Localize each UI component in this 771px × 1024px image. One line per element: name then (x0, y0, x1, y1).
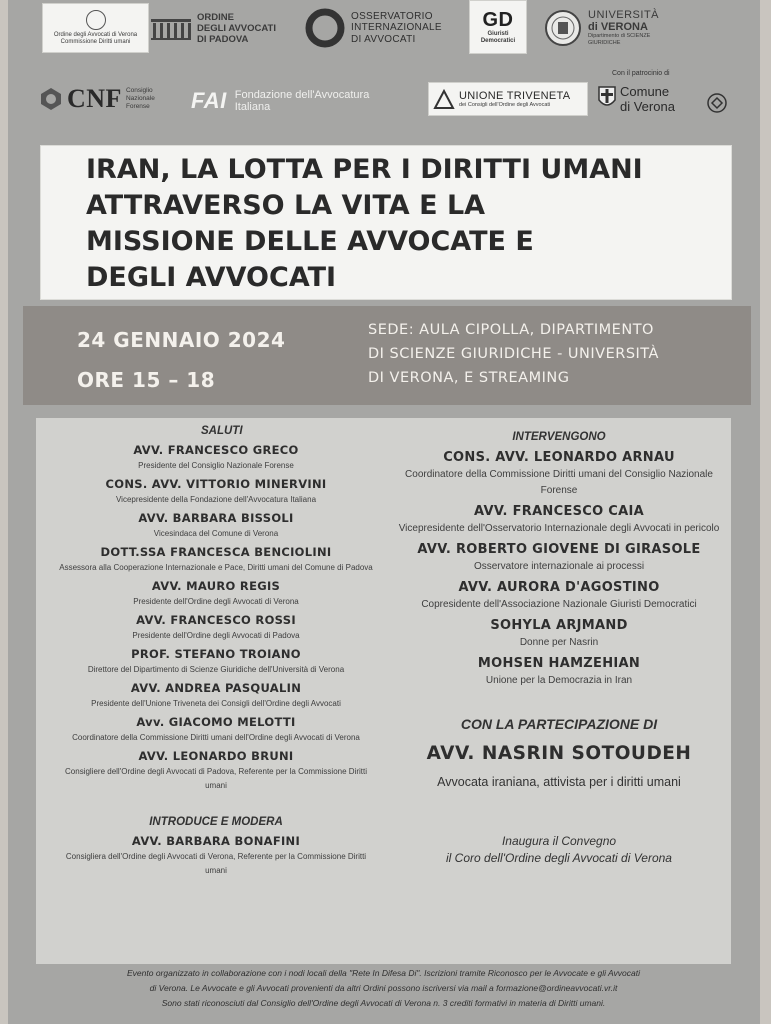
speaker (56, 748, 376, 793)
speaker-name: AVV. LEONARDO BRUNI (138, 749, 294, 763)
logo-fai (191, 85, 431, 117)
coat-of-arms-icon (598, 84, 616, 110)
speaker-role: Copresidente dell'Associazione Nazionale Giuristi Democratici (421, 599, 697, 610)
speaker-name: AVV. BARBARA BISSOLI (138, 511, 294, 525)
speaker (56, 510, 376, 541)
triangle-icon (433, 89, 455, 109)
logo-ordine-verona (42, 3, 149, 53)
speaker (56, 578, 376, 609)
speaker-name: AVV. FRANCESCO CAIA (473, 504, 645, 519)
moderator-name: AVV. BARBARA BONAFINI (131, 834, 301, 848)
footer-notes (36, 966, 731, 1011)
emblem-icon (38, 86, 64, 112)
badge-icon (706, 92, 728, 114)
speaker (56, 442, 376, 473)
speaker-role: Vicepresidente dell'Osservatorio Internazionale degli Avvocati in pericolo (398, 523, 720, 534)
title-line-3: MISSIONE DELLE AVVOCATE E (86, 226, 534, 257)
logo-comune-verona (598, 70, 743, 122)
cnf-text: Consiglio Nazionale Forense (125, 87, 155, 110)
speaker-role: Consigliere dell'Ordine degli Avvocati di Padova, Referente per la Commissione Diritti umani (65, 767, 367, 790)
speaker-name: SOHYLA ARJMAND (490, 618, 628, 633)
speaker-name: PROF. STEFANO TROIANO (131, 647, 301, 661)
speaker (56, 680, 376, 711)
partecipazione-block (394, 715, 724, 791)
speaker (56, 612, 376, 643)
event-date: 24 GENNAIO 2024 (77, 328, 286, 352)
unione-line2: dei Consigli dell'Ordine degli Avvocati (459, 101, 551, 108)
speaker-name: AVV. MAURO REGIS (151, 579, 281, 593)
speaker (56, 646, 376, 677)
ring-icon (305, 8, 345, 48)
speaker-name: DOTT.SSA FRANCESCA BENCIOLINI (100, 545, 332, 559)
speaker-role: Assessora alla Cooperazione Internazionale e Pace, Diritti umani del Comune di Padova (59, 563, 373, 572)
logo-ordine-verona-text: Ordine degli Avvocati di Verona Commissione Diritti umani (53, 32, 138, 45)
inaugura-block (394, 833, 724, 867)
title-line-1: IRAN, LA LOTTA PER I DIRITTI UMANI (86, 154, 643, 185)
speaker (56, 476, 376, 507)
patrocinio-label: Con il patrocinio di (612, 70, 670, 77)
sponsor-logos (8, 0, 760, 140)
gd-mark: GD (482, 9, 514, 31)
moderator (56, 833, 376, 878)
intervengono-list (394, 448, 724, 689)
logo-osservatorio (305, 6, 465, 50)
speaker-name: AVV. FRANCESCO ROSSI (136, 613, 296, 627)
comune-line2: di Verona (620, 99, 675, 114)
speaker-name: CONS. AVV. VITTORIO MINERVINI (105, 477, 327, 491)
speaker (394, 578, 724, 613)
speaker (394, 540, 724, 575)
speaker-role: Presidente dell'Unione Triveneta dei Consigli dell'Ordine degli Avvocati (91, 699, 341, 708)
speaker-name: CONS. AVV. LEONARDO ARNAU (443, 450, 675, 465)
program-box (36, 418, 731, 964)
event-venue (368, 318, 738, 390)
fai-text: Fondazione dell'Avvocatura Italiana (234, 89, 370, 113)
date-time (77, 320, 285, 400)
speaker-name: AVV. ROBERTO GIOVENE DI GIRASOLE (417, 542, 701, 557)
speaker-role: Unione per la Democrazia in Iran (485, 675, 633, 686)
date-venue-band (23, 306, 751, 405)
speaker (56, 714, 376, 745)
cnf-mark: CNF (67, 84, 122, 113)
speaker-role: Coordinatore della Commissione Diritti umani del Consiglio Nazionale Forense (405, 469, 713, 496)
seal-icon (86, 10, 106, 30)
saluti-column (56, 424, 376, 881)
intervengono-label: INTERVENGONO (512, 431, 606, 443)
intervengono-column (394, 430, 724, 867)
university-seal-icon (544, 9, 582, 47)
speaker-name: MOHSEN HAMZEHIAN (477, 656, 641, 671)
footer-line-2: di Verona. Le Avvocate e gli Avvocati provenienti da altri Ordini possono iscriversi via mail a formazione@ordineavvocati.vr.it (149, 983, 618, 993)
speaker-role: Donne per Nasrin (519, 637, 599, 648)
guest-name: AVV. NASRIN SOTOUDEH (426, 743, 692, 764)
logo-padova-line1: ORDINE (197, 11, 234, 23)
speaker (394, 502, 724, 537)
logo-univr (544, 6, 694, 50)
speaker-role: Presidente del Consiglio Nazionale Forense (138, 461, 294, 470)
logo-ordine-padova (150, 8, 300, 48)
speaker (394, 654, 724, 689)
speaker-name: AVV. AURORA D'AGOSTINO (458, 580, 660, 595)
venue-line-3: DI VERONA, E STREAMING (368, 370, 570, 386)
saluti-list (56, 442, 376, 793)
title-line-2: ATTRAVERSO LA VITA E LA (86, 190, 486, 221)
speaker-role: Vicesindaca del Comune di Verona (153, 529, 279, 538)
speaker (56, 544, 376, 575)
partecipazione-label: CON LA PARTECIPAZIONE DI (460, 716, 658, 732)
speaker-name: Avv. GIACOMO MELOTTI (136, 715, 296, 729)
speaker-name: AVV. FRANCESCO GRECO (133, 443, 299, 457)
speaker (394, 616, 724, 651)
fai-mark: FAI (191, 88, 227, 113)
speaker-role: Presidente dell'Ordine degli Avvocati di Verona (133, 597, 299, 606)
saluti-label: SALUTI (201, 425, 243, 437)
logo-padova-line3: DI PADOVA (197, 33, 249, 45)
speaker-role: Osservatore internazionale ai processi (473, 561, 645, 572)
inaugura-line-1: Inaugura il Convegno (501, 834, 617, 848)
speaker (394, 448, 724, 499)
unione-line1: UNIONE TRIVENETA (459, 89, 571, 102)
speaker-role: Coordinatore della Commissione Diritti umani dell'Ordine degli Avvocati di Verona (72, 733, 360, 742)
logo-giuristi-democratici (469, 0, 527, 54)
logo-padova-line2: DEGLI AVVOCATI (197, 22, 276, 34)
univr-line2: di VERONA (588, 21, 648, 33)
event-time: ORE 15 – 18 (77, 368, 216, 392)
introduce-label: INTRODUCE E MODERA (149, 816, 283, 828)
title-box (40, 145, 732, 300)
footer-line-3: Sono stati riconosciuti dal Consiglio dell'Ordine degli Avvocati di Verona n. 3 crediti formativi in materia di Diritti umani. (161, 998, 606, 1008)
footer-line-1: Evento organizzato in collaborazione con i nodi locali della "Rete In Difesa Di". Iscrizioni tramite Riconosco per le Avvocate e gli Avvocati (127, 968, 640, 978)
gd-text: Giuristi Democratici (480, 31, 516, 44)
univr-line3: Dipartimento di SCIENZE GIURIDICHE (588, 33, 651, 46)
comune-line1: Comune (620, 84, 670, 99)
univr-line1: UNIVERSITÀ (588, 9, 660, 21)
speaker-role: Direttore del Dipartimento di Scienze Giuridiche dell'Università di Verona (87, 665, 345, 674)
logo-cnf (38, 80, 178, 118)
speaker-role: Presidente dell'Ordine degli Avvocati di Padova (132, 631, 300, 640)
guest-role: Avvocata iraniana, attivista per i diritti umani (437, 775, 681, 789)
logo-osservatorio-line3: DI AVVOCATI (351, 33, 416, 45)
speaker-name: AVV. ANDREA PASQUALIN (130, 681, 302, 695)
colonnade-icon (150, 15, 192, 41)
venue-line-2: DI SCIENZE GIURIDICHE - UNIVERSITÀ (368, 346, 659, 362)
speaker-role: Vicepresidente della Fondazione dell'Avvocatura Italiana (115, 495, 317, 504)
title-line-4: DEGLI AVVOCATI (86, 262, 337, 293)
event-title (86, 152, 706, 296)
logo-osservatorio-line2: INTERNAZIONALE (351, 22, 442, 34)
moderator-role: Consigliera dell'Ordine degli Avvocati di Verona, Referente per la Commissione Diritti umani (65, 852, 367, 875)
inaugura-line-2: il Coro dell'Ordine degli Avvocati di Verona (446, 851, 672, 865)
logo-unione-triveneta (428, 82, 588, 116)
venue-line-1: SEDE: AULA CIPOLLA, DIPARTIMENTO (368, 322, 654, 338)
logo-osservatorio-line1: OSSERVATORIO (351, 10, 433, 22)
